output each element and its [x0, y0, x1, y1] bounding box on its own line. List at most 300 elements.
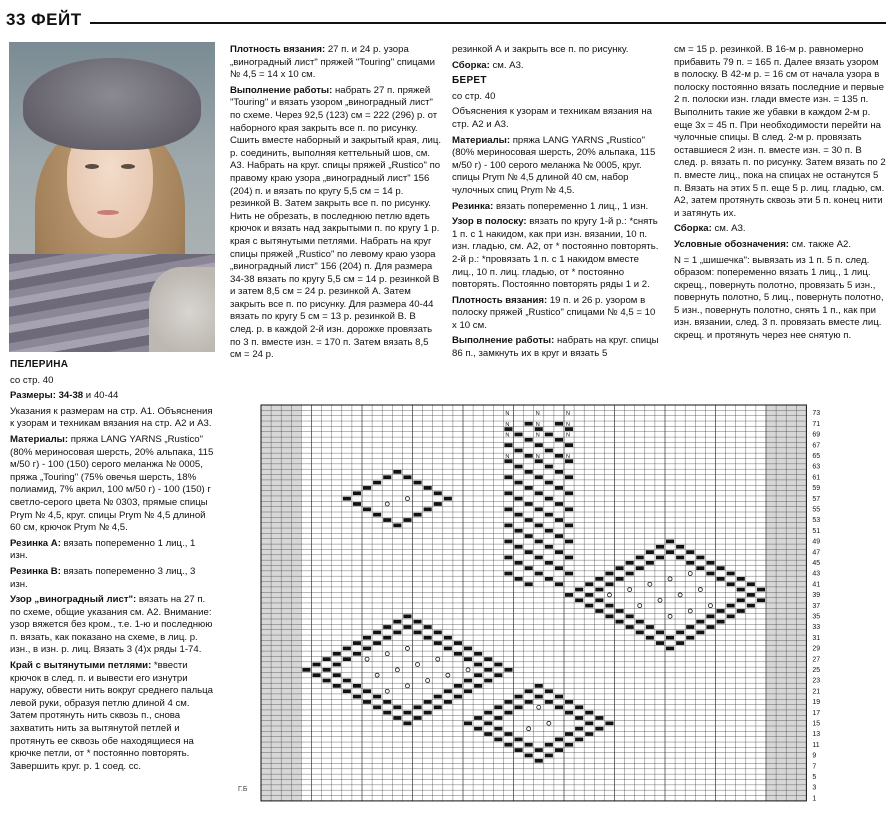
- chart-cell-filled: [585, 604, 593, 608]
- chart-cell-filled: [626, 614, 634, 618]
- chart-cell-filled: [373, 705, 381, 709]
- chart-cell-filled: [646, 550, 654, 554]
- paragraph-label: Выполнение работы:: [452, 335, 555, 347]
- chart-cell-filled: [494, 673, 502, 677]
- chart-cell-filled: [504, 556, 512, 560]
- chart-cell-filled: [515, 513, 523, 517]
- chart-cell-filled: [525, 689, 533, 693]
- chart-cell-filled: [706, 561, 714, 565]
- chart-cell-filled: [545, 449, 553, 453]
- chart-cell-filled: [474, 684, 482, 688]
- chart-cell-filled: [363, 689, 371, 693]
- chart-row-label: 57: [812, 495, 821, 503]
- chart-cell-filled: [565, 540, 573, 544]
- chart-cell-filled: [515, 695, 523, 699]
- chart-cell-circle: [466, 668, 470, 672]
- chart-cell-filled: [595, 577, 603, 581]
- chart-cell-filled: [323, 657, 331, 661]
- chart-row-label: 53: [812, 517, 821, 525]
- chart-cell-filled: [565, 507, 573, 511]
- paragraph: [674, 44, 886, 220]
- paragraph-text: вязать на 27 п. по схеме, общие указания см. А2. Внимание: узор вяжется без кром., т.е. 1-ю и последнюю п. вязать, как показано на схеме, в лиц. р. изн., в изн. р. лиц. Вязать 3 (4)х ряды 1-74.: [10, 594, 213, 656]
- text-column-1: [10, 357, 215, 776]
- chart-cell-bobble: N: [535, 454, 540, 460]
- paragraph-text: 27 п. и 24 р. узора „виноградный лист" пряжей "Touring" спицами № 4,5 = 14 x 10 см.: [230, 44, 435, 81]
- chart-row-label: 27: [812, 656, 821, 664]
- chart-cell-filled: [646, 625, 654, 629]
- paragraph-label: Узор в полоску:: [452, 216, 527, 228]
- chart-cell-circle: [436, 657, 440, 661]
- paragraph-text: Указания к размерам на стр. А1. Объяснения к узорам и техникам вязания на стр. А2 и А3.: [10, 405, 213, 430]
- chart-cell-filled: [545, 754, 553, 758]
- chart-cell-filled: [565, 556, 573, 560]
- chart-cell-filled: [646, 636, 654, 640]
- photo-beret: [23, 58, 201, 150]
- chart-cell-filled: [414, 620, 422, 624]
- chart-cell-circle: [537, 705, 541, 709]
- chart-cell-filled: [353, 502, 361, 506]
- chart-cell-filled: [535, 556, 543, 560]
- chart-cell-circle: [638, 604, 642, 608]
- header-rule: [90, 22, 886, 24]
- chart-cell-filled: [636, 556, 644, 560]
- chart-cell-filled: [605, 721, 613, 725]
- chart-row-label: 1: [812, 795, 817, 803]
- paragraph: [10, 538, 215, 563]
- chart-row-label: 35: [812, 613, 821, 621]
- chart-cell-filled: [535, 748, 543, 752]
- chart-row-label: 17: [812, 709, 821, 717]
- chart-cell-filled: [535, 507, 543, 511]
- chart-cell-filled: [494, 705, 502, 709]
- chart-cell-filled: [535, 684, 543, 688]
- chart-cell-filled: [525, 454, 533, 458]
- chart-cell-filled: [444, 497, 452, 501]
- chart-cell-filled: [434, 695, 442, 699]
- chart-cell-filled: [504, 507, 512, 511]
- chart-cell-filled: [525, 534, 533, 538]
- chart-cell-circle: [426, 679, 430, 683]
- chart-cell-filled: [504, 668, 512, 672]
- chart-cell-filled: [656, 545, 664, 549]
- chart-cell-filled: [545, 577, 553, 581]
- chart-cell-filled: [383, 475, 391, 479]
- chart-cell-filled: [484, 679, 492, 683]
- chart-cell-filled: [484, 721, 492, 725]
- paragraph: [674, 223, 886, 236]
- chart-cell-filled: [484, 711, 492, 715]
- chart-row-label: 41: [812, 581, 821, 589]
- chart-cell-filled: [555, 550, 563, 554]
- chart-cell-filled: [504, 743, 512, 747]
- chart-cell-filled: [545, 743, 553, 747]
- chart-row-label: 55: [812, 506, 821, 514]
- chart-cell-filled: [454, 652, 462, 656]
- chart-cell-filled: [676, 641, 684, 645]
- chart-cell-circle: [527, 727, 531, 731]
- chart-row-label: 73: [812, 410, 821, 418]
- chart-cell-filled: [464, 689, 472, 693]
- paragraph-label: Резинка:: [452, 200, 494, 212]
- chart-cell-filled: [515, 449, 523, 453]
- chart-cell-filled: [444, 636, 452, 640]
- chart-cell-filled: [676, 556, 684, 560]
- chart-cell-filled: [434, 705, 442, 709]
- chart-cell-circle: [395, 668, 399, 672]
- chart-cell-filled: [373, 631, 381, 635]
- chart-cell-filled: [403, 625, 411, 629]
- chart-cell-bobble: N: [566, 432, 570, 439]
- chart-row-label: 51: [812, 527, 821, 535]
- page-header: [6, 8, 886, 34]
- chart-cell-filled: [565, 524, 573, 528]
- paragraph-label: Размеры: 34-38: [10, 390, 84, 402]
- chart-cell-circle: [628, 588, 632, 592]
- chart-cell-filled: [585, 582, 593, 586]
- chart-cell-filled: [302, 668, 310, 672]
- chart-cell-filled: [717, 566, 725, 570]
- chart-cell-filled: [504, 572, 512, 576]
- chart-cell-filled: [636, 631, 644, 635]
- chart-cell-circle: [385, 502, 389, 506]
- chart-cell-filled: [525, 470, 533, 474]
- chart-cell-filled: [504, 540, 512, 544]
- chart-cell-filled: [706, 572, 714, 576]
- chart-cell-filled: [605, 604, 613, 608]
- chart-cell-filled: [535, 475, 543, 479]
- chart-cell-filled: [727, 604, 735, 608]
- photo-cape-detail: [149, 267, 215, 352]
- chart-cell-circle: [668, 614, 672, 618]
- chart-cell-filled: [353, 652, 361, 656]
- chart-cell-filled: [565, 443, 573, 447]
- chart-row-label: 43: [812, 570, 821, 578]
- chart-cell-filled: [575, 598, 583, 602]
- chart-cell-filled: [424, 486, 432, 490]
- chart-cell-filled: [666, 540, 674, 544]
- paragraph-label: Условные обозначения:: [674, 238, 789, 250]
- chart-cell-filled: [545, 513, 553, 517]
- paragraph: [452, 201, 660, 214]
- chart-row-label: 21: [812, 688, 821, 696]
- chart-row-label: 63: [812, 463, 821, 471]
- paragraph-text: пряжа LANG YARNS „Rustico" (80% мериносовая шерсть, 20% альпака, 115 м/50 г) - 100 серого меланжа № 0005, круг. спицы Prym № 4,5 длиной 40 см, набор чулочных спиц Prym № 4,5.: [452, 134, 656, 196]
- chart-cell-filled: [686, 550, 694, 554]
- chart-cell-filled: [686, 625, 694, 629]
- paragraph: [452, 91, 660, 104]
- chart-cell-circle: [416, 662, 420, 666]
- chart-cell-filled: [373, 513, 381, 517]
- chart-cell-filled: [323, 668, 331, 672]
- chart-cell-filled: [414, 716, 422, 720]
- chart-cell-filled: [545, 700, 553, 704]
- chart-cell-filled: [383, 711, 391, 715]
- chart-cell-filled: [585, 732, 593, 736]
- chart-cell-filled: [545, 529, 553, 533]
- chart-cell-circle: [658, 598, 662, 602]
- chart-cell-filled: [484, 732, 492, 736]
- chart-cell-filled: [434, 631, 442, 635]
- paragraph: [10, 566, 215, 591]
- chart-cell-filled: [454, 695, 462, 699]
- chart-cell-filled: [515, 748, 523, 752]
- chart-cell-filled: [706, 614, 714, 618]
- chart-cell-filled: [515, 433, 523, 437]
- chart-cell-filled: [666, 647, 674, 651]
- chart-cell-circle: [405, 646, 409, 650]
- chart-row-label: 3: [812, 784, 817, 792]
- paragraph: [230, 85, 442, 362]
- chart-cell-filled: [757, 598, 765, 602]
- chart-cell-filled: [444, 647, 452, 651]
- paragraph-label: Край с вытянутыми петлями:: [10, 660, 152, 672]
- chart-cell-filled: [737, 598, 745, 602]
- chart-cell-filled: [737, 609, 745, 613]
- chart-cell-filled: [535, 572, 543, 576]
- paragraph-text: и 40-44: [83, 390, 119, 402]
- chart-cell-filled: [575, 738, 583, 742]
- chart-cell-filled: [565, 711, 573, 715]
- text-column-3: [452, 44, 660, 364]
- signature: Г.Б: [238, 786, 248, 793]
- chart-cell-filled: [403, 711, 411, 715]
- chart-cell-circle: [385, 652, 389, 656]
- chart-cell-circle: [678, 593, 682, 597]
- paragraph-text: см. также А2.: [788, 238, 852, 250]
- chart-cell-bobble: N: [505, 454, 510, 460]
- knitting-chart-svg: [229, 397, 889, 807]
- paragraph-text: Объяснения к узорам и техникам вязания на стр. А2 и А3.: [452, 106, 652, 130]
- chart-cell-filled: [353, 491, 361, 495]
- chart-cell-filled: [727, 572, 735, 576]
- chart-cell-filled: [555, 454, 563, 458]
- chart-cell-filled: [504, 711, 512, 715]
- chart-cell-filled: [504, 443, 512, 447]
- chart-cell-filled: [626, 561, 634, 565]
- chart-cell-filled: [605, 582, 613, 586]
- chart-row-label: 5: [812, 773, 817, 781]
- chart-row-label: 13: [812, 731, 821, 739]
- chart-cell-filled: [494, 663, 502, 667]
- chart-cell-filled: [363, 647, 371, 651]
- chart-cell-filled: [474, 673, 482, 677]
- chart-cell-filled: [747, 582, 755, 586]
- chart-cell-filled: [696, 620, 704, 624]
- chart-cell-filled: [373, 695, 381, 699]
- chart-cell-filled: [353, 641, 361, 645]
- chart-cell-filled: [434, 641, 442, 645]
- paragraph-text: см = 15 р. резинкой. В 16-м р. равномерно прибавить 79 п. = 165 п. Далее вязать узором в полоску. В 42-м р. = 16 см от начала узора в полоску постоянно вязать последние и первые 2 п. полоски изн. глади вместе изн. = 135 п. Выполнить такие же убавки в каждом 2-м р. еще 3х = 45 п. При необходимости перейти на чулочные спицы. В след. 2-м р. провязать оставшиеся 2 изн. п. вместе изн. = 30 п. В след. р. вязать п. по рисунку. Затем вязать по 2 п. вместе лиц., пока на спицах не останутся 5 п. Вязать на этих 5 п. еще 5 р. лиц. гладью, см. А2, затем протянуть сквозь эти 5 п. конец нити и затянуть их.: [674, 44, 886, 219]
- chart-row-label: 71: [812, 420, 821, 428]
- chart-cell-filled: [676, 545, 684, 549]
- chart-cell-filled: [555, 582, 563, 586]
- paragraph-text: резинкой А и закрыть все п. по рисунку.: [452, 44, 629, 55]
- paragraph-text: со стр. 40: [10, 374, 54, 386]
- chart-row-label: 47: [812, 549, 821, 557]
- paragraph-label: Материалы:: [452, 134, 511, 146]
- paragraph: [10, 375, 215, 388]
- chart-cell-filled: [525, 700, 533, 704]
- paragraph-text: вязать попеременно 3 лиц., 3 изн.: [10, 565, 196, 590]
- chart-cell-filled: [605, 614, 613, 618]
- paragraph: [10, 594, 215, 657]
- chart-cell-filled: [595, 598, 603, 602]
- chart-cell-filled: [363, 507, 371, 511]
- chart-cell-filled: [363, 700, 371, 704]
- chart-row-label: 19: [812, 699, 821, 707]
- chart-cell-filled: [403, 614, 411, 618]
- chart-cell-filled: [474, 716, 482, 720]
- chart-cell-filled: [727, 614, 735, 618]
- chart-cell-filled: [555, 534, 563, 538]
- chart-cell-filled: [605, 572, 613, 576]
- paragraph-text: вязать по кругу 1-й р.: *снять 1 п. с 1 накидом, как при изн. вязании, 10 п. изн. гладью, см. А2, от * постоянно повторять. 2-й р.: *провязать 1 п. с 1 накидом вместе лиц., 10 п. лиц. гладью, от * постоянно повторять. Постоянно повторять ряды 1 и 2.: [452, 216, 659, 291]
- section-heading: БЕРЕТ: [452, 75, 487, 87]
- chart-cell-filled: [333, 652, 341, 656]
- chart-cell-filled: [515, 577, 523, 581]
- chart-cell-filled: [343, 647, 351, 651]
- chart-cell-filled: [403, 475, 411, 479]
- chart-cell-bobble: N: [566, 454, 570, 460]
- chart-cell-filled: [474, 652, 482, 656]
- paragraph: [452, 60, 660, 73]
- chart-cell-filled: [545, 465, 553, 469]
- chart-cell-filled: [515, 561, 523, 565]
- chart-cell-filled: [545, 561, 553, 565]
- chart-cell-filled: [535, 491, 543, 495]
- chart-row-label: 37: [812, 602, 821, 610]
- paragraph: [230, 44, 442, 82]
- chart-cell-filled: [504, 491, 512, 495]
- chart-cell-filled: [424, 636, 432, 640]
- chart-row-label: 25: [812, 666, 821, 674]
- chart-cell-filled: [515, 705, 523, 709]
- chart-cell-filled: [444, 689, 452, 693]
- chart-cell-filled: [363, 636, 371, 640]
- chart-cell-filled: [727, 582, 735, 586]
- paragraph-label: Сборка:: [452, 59, 490, 71]
- chart-row-label: 7: [812, 763, 817, 771]
- chart-cell-filled: [626, 625, 634, 629]
- chart-cell-filled: [525, 582, 533, 586]
- chart-cell-filled: [686, 636, 694, 640]
- chart-cell-bobble: N: [535, 432, 540, 439]
- chart-cell-filled: [504, 524, 512, 528]
- chart-cell-filled: [393, 631, 401, 635]
- chart-cell-filled: [555, 705, 563, 709]
- paragraph-label: Материалы:: [10, 433, 69, 445]
- photo-eye: [121, 164, 135, 169]
- chart-cell-circle: [446, 673, 450, 677]
- chart-cell-filled: [383, 625, 391, 629]
- chart-cell-filled: [484, 668, 492, 672]
- chart-cell-filled: [525, 743, 533, 747]
- chart-cell-filled: [626, 572, 634, 576]
- chart-cell-filled: [575, 727, 583, 731]
- chart-cell-bobble: N: [505, 432, 510, 439]
- chart-cell-filled: [333, 684, 341, 688]
- chart-cell-filled: [515, 738, 523, 742]
- chart-cell-filled: [575, 705, 583, 709]
- chart-cell-filled: [656, 631, 664, 635]
- paragraph: [10, 434, 215, 535]
- chart-cell-filled: [565, 700, 573, 704]
- paragraph-label: Плотность вязания:: [230, 44, 326, 55]
- chart-cell-filled: [535, 443, 543, 447]
- paragraph-text: 19 п. и 26 р. узором в полоску пряжей „Rustico" спицами № 4,5 = 10 x 10 см.: [452, 294, 656, 331]
- paragraph: [10, 406, 215, 431]
- chart-cell-filled: [464, 721, 472, 725]
- chart-cell-circle: [375, 673, 379, 677]
- chart-cell-filled: [717, 620, 725, 624]
- chart-cell-filled: [555, 470, 563, 474]
- chart-cell-filled: [555, 738, 563, 742]
- chart-cell-filled: [414, 513, 422, 517]
- chart-row-label: 33: [812, 624, 821, 632]
- text-column-2: [230, 44, 442, 365]
- chart-cell-filled: [555, 695, 563, 699]
- chart-cell-filled: [434, 491, 442, 495]
- chart-cell-filled: [363, 486, 371, 490]
- chart-cell-filled: [696, 556, 704, 560]
- chart-cell-filled: [595, 716, 603, 720]
- chart-cell-filled: [535, 695, 543, 699]
- chart-cell-circle: [668, 577, 672, 581]
- text-column-4: [674, 44, 886, 346]
- page-title: 33 ФЕЙТ: [6, 10, 82, 29]
- chart-row-label: 65: [812, 452, 821, 460]
- paragraph: [452, 295, 660, 333]
- chart-cell-filled: [434, 502, 442, 506]
- chart-cell-filled: [515, 465, 523, 469]
- chart-cell-filled: [393, 524, 401, 528]
- chart-cell-filled: [686, 561, 694, 565]
- chart-cell-filled: [575, 716, 583, 720]
- chart-cell-filled: [525, 422, 533, 426]
- chart-cell-filled: [555, 748, 563, 752]
- chart-row-label: 23: [812, 677, 821, 685]
- chart-cell-filled: [535, 540, 543, 544]
- chart-cell-filled: [504, 475, 512, 479]
- paragraph: [452, 216, 660, 292]
- paragraph-text: см. А3.: [489, 59, 524, 71]
- chart-cell-filled: [666, 636, 674, 640]
- chart-cell-filled: [403, 518, 411, 522]
- chart-cell-filled: [585, 721, 593, 725]
- chart-cell-filled: [545, 689, 553, 693]
- chart-cell-filled: [656, 556, 664, 560]
- chart-cell-filled: [575, 588, 583, 592]
- chart-row-label: 49: [812, 538, 821, 546]
- chart-cell-filled: [696, 631, 704, 635]
- chart-cell-filled: [333, 673, 341, 677]
- chart-cell-filled: [494, 738, 502, 742]
- chart-cell-filled: [393, 470, 401, 474]
- chart-cell-filled: [393, 716, 401, 720]
- chart-cell-bobble: N: [566, 421, 570, 428]
- chart-cell-filled: [545, 433, 553, 437]
- chart-cell-filled: [595, 588, 603, 592]
- chart-cell-filled: [717, 609, 725, 613]
- chart-cell-filled: [393, 620, 401, 624]
- paragraph-text: вязать попеременно 1 лиц., 1 изн.: [493, 200, 649, 212]
- chart-cell-filled: [515, 497, 523, 501]
- chart-cell-filled: [636, 566, 644, 570]
- chart-cell-filled: [353, 695, 361, 699]
- chart-cell-filled: [403, 721, 411, 725]
- paragraph-text: N = 1 „шишечка": вывязать из 1 п. 5 п. след. образом: попеременно вязать 1 лиц., 1 лиц. скрещ., повернуть полотно, провязать 5 изн., повернуть полотно, 5 лиц., повернуть полотно, 5 изн., повернуть полотно, снять 1 п., как при изн. вязании, след. 3 п. провязать вместе лиц. скрещ. и протянуть через нее снятую п.: [674, 254, 884, 342]
- chart-cell-filled: [747, 604, 755, 608]
